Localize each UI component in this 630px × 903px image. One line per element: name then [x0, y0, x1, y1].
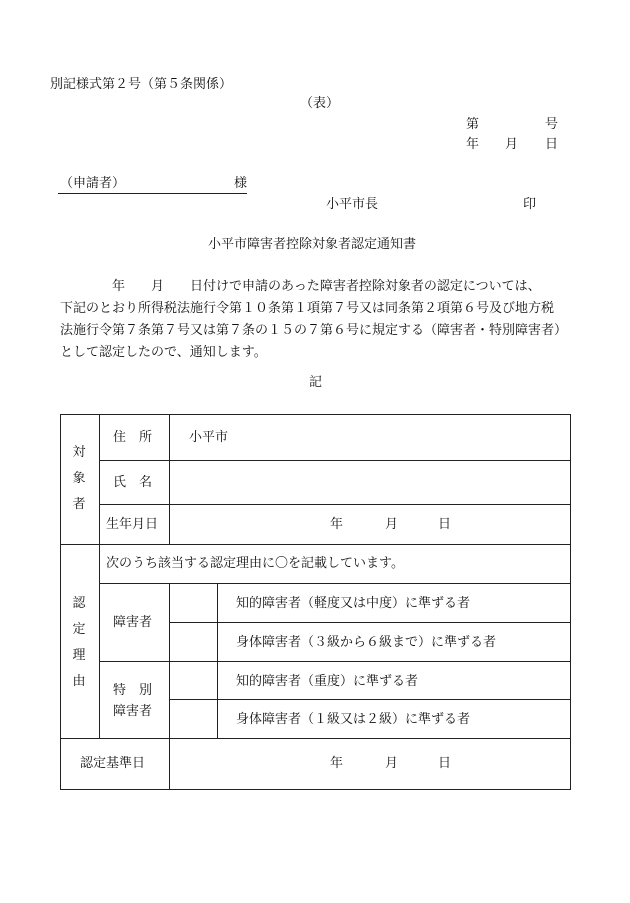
- table-divider: [99, 544, 100, 738]
- table-border-left: [60, 414, 61, 790]
- base-date-label: 認定基準日: [80, 756, 146, 771]
- body-line: 法施行令第７条第７号又は第７条の１５の７第６号に規定する（障害者・特別障害者）: [60, 323, 568, 338]
- birth-label: 生年月日: [106, 517, 159, 532]
- form-number: 別記様式第２号（第５条関係）: [50, 77, 233, 92]
- body-line: 下記のとおり所得税法施行令第１０条第１項第７号又は同条第２項第６号及び地方税: [60, 301, 555, 316]
- special-label-line2: 障害者: [113, 704, 153, 719]
- table-divider: [99, 414, 100, 544]
- table-divider: [99, 460, 570, 461]
- table-divider: [169, 622, 570, 623]
- side-label: （表）: [300, 96, 340, 111]
- table-divider: [169, 738, 170, 790]
- document-title: 小平市障害者控除対象者認定通知書: [208, 237, 417, 252]
- issuer-name: 小平市長: [326, 197, 379, 212]
- table-border-right: [570, 414, 571, 790]
- table-border-top: [60, 414, 571, 415]
- date-month: 月: [505, 137, 519, 152]
- issuer-seal: 印: [523, 197, 537, 212]
- body-line: として認定したので、通知します。: [60, 345, 267, 360]
- disabled-label: 障害者: [113, 615, 153, 630]
- applicant-label: （申請者）: [60, 176, 126, 191]
- table-divider: [99, 504, 570, 505]
- base-day: 日: [438, 756, 452, 771]
- base-month: 月: [385, 756, 399, 771]
- reason-label: 認 定 理 由: [72, 596, 86, 689]
- table-divider: [60, 544, 571, 545]
- special-label-line1: 特 別: [113, 683, 153, 698]
- reason-severe-intellectual: 知的障害者（重度）に準ずる者: [236, 674, 419, 689]
- number-go: 号: [545, 117, 559, 132]
- body-paragraph: [60, 276, 575, 364]
- table-divider: [60, 738, 571, 739]
- ki-label: 記: [309, 375, 323, 390]
- date-day: 日: [545, 137, 559, 152]
- table-divider: [169, 414, 170, 544]
- applicant-honorific: 様: [234, 176, 248, 191]
- applicant-underline: [58, 193, 247, 194]
- table-divider: [99, 661, 570, 662]
- reason-instruction: 次のうち該当する認定理由に〇を記載しています。: [106, 556, 404, 571]
- reason-mild-intellectual: 知的障害者（軽度又は中度）に準ずる者: [236, 596, 471, 611]
- address-label: 住 所: [113, 430, 153, 445]
- subject-label: 対 象 者: [72, 445, 86, 512]
- base-year: 年: [330, 756, 344, 771]
- body-line: 年 月 日付けで申請のあった障害者控除対象者の認定については、: [60, 279, 541, 294]
- reason-physical-1-2: 身体障害者（１級又は２級）に準ずる者: [236, 712, 471, 727]
- birth-year: 年: [330, 517, 344, 532]
- reason-physical-3-6: 身体障害者（３級から６級まで）に準ずる者: [236, 635, 497, 650]
- address-value: 小平市: [189, 430, 229, 445]
- birth-month: 月: [385, 517, 399, 532]
- date-year: 年: [466, 137, 480, 152]
- birth-day: 日: [438, 517, 452, 532]
- table-border-bottom: [60, 789, 571, 790]
- name-label: 氏 名: [113, 475, 153, 490]
- table-divider: [169, 699, 570, 700]
- number-dai: 第: [466, 117, 480, 132]
